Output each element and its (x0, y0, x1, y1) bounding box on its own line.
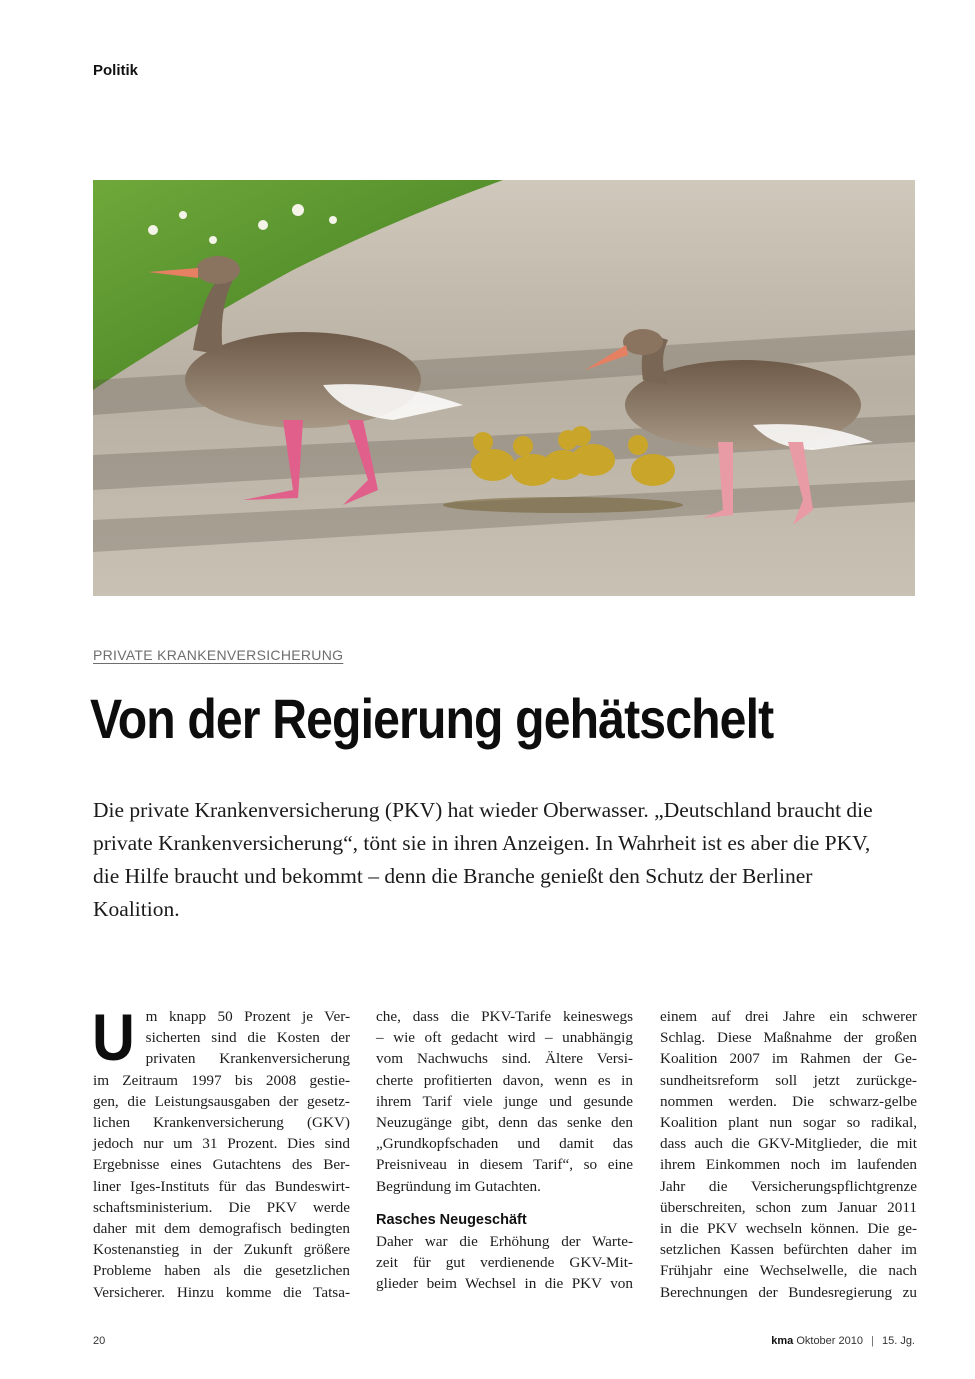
volume-number: 15. Jg. (881, 1335, 915, 1347)
body-line: lichen Krankenversicherung (GKV) (93, 1114, 350, 1132)
body-line: zeit für gut verdienende GKV-Mit- (376, 1254, 633, 1272)
body-line: nommen werden. Die schwarz-gelbe (660, 1092, 917, 1110)
body-line: Ergebnisse eines Gutachtens des Ber- (93, 1156, 350, 1174)
body-line: Daher war die Erhöhung der Warte- (376, 1232, 633, 1250)
body-line: Koalition 2007 im Rahmen der Ge- (660, 1050, 917, 1068)
body-line: Probleme haben als die gesetzlichen (93, 1262, 350, 1280)
body-line: setzlichen Kassen befürchten daher im (660, 1241, 917, 1259)
body-line: vom Nachwuchs sind. Ältere Versi- (376, 1050, 633, 1068)
body-line: Versicherer. Hinzu komme die Tatsa- (93, 1283, 350, 1301)
body-line: Koalition plant nun sogar so radikal, (660, 1114, 917, 1132)
body-line: Frühjahr eine Wechselwelle, die nach (660, 1262, 917, 1280)
article-body (92, 1000, 917, 1311)
body-line: – wie oft gedacht wird – unabhängig (376, 1029, 633, 1047)
body-line: che, dass die PKV-Tarife keineswegs (376, 1008, 633, 1025)
magazine-brand: kma (771, 1335, 794, 1347)
body-line: Schlag. Diese Maßnahme der großen (660, 1029, 917, 1047)
body-line: sundheitsreform soll jetzt zurückge- (660, 1071, 917, 1089)
section-label: Politik (93, 62, 139, 79)
body-line: ihrem Einkommen noch im laufenden (660, 1156, 917, 1174)
page-number: 20 (93, 1335, 106, 1347)
body-line: Neuzugänge gibt, denn das senke den (376, 1114, 633, 1132)
body-line: sicherten sind die Kosten der (145, 1029, 350, 1047)
article-photo-geese (93, 180, 915, 596)
body-line: privaten Krankenversicherung (145, 1050, 350, 1068)
body-line: schaftsministerium. Die PKV werde (93, 1198, 350, 1216)
body-line: Preisniveau in diesem Tarif“, so eine (376, 1156, 633, 1174)
body-line: cherte profitierten davon, wenn es in (376, 1071, 633, 1089)
body-line: Jahr die Versicherungspflichtgrenze (660, 1177, 917, 1195)
issue-info (771, 1335, 915, 1347)
body-column-2 (376, 1006, 633, 1294)
footer-separator: | (871, 1335, 874, 1347)
body-line: m knapp 50 Prozent je Ver- (145, 1008, 350, 1025)
body-line: dass auch die GKV-Mitglieder, die mit (660, 1135, 917, 1153)
body-line: Berechnungen der Bundesregierung zu (660, 1283, 917, 1301)
body-line: gen, die Leistungsausgaben der gesetz- (93, 1092, 350, 1110)
body-line: ihrem Tarif viele junge und gesunde (376, 1092, 633, 1110)
body-line: jedoch nur um 31 Prozent. Dies sind (93, 1135, 350, 1153)
body-subhead: Rasches Neugeschäft (376, 1211, 527, 1228)
body-column-1 (92, 1000, 350, 1303)
article-lead: Die private Krankenversicherung (PKV) hat wieder Oberwasser. „Deutschland braucht die private Krankenversicherung“, tönt sie in ihren Anzeigen. In Wahrheit ist es aber die PKV, die Hilfe braucht und bekommt – denn die Branche genießt den Schutz der Berliner Koalition. (93, 798, 873, 921)
body-column-3 (660, 1006, 917, 1303)
body-line: glieder beim Wechsel in die PKV von (376, 1275, 633, 1293)
body-line: daher mit dem demografisch bedingten (93, 1220, 350, 1238)
body-line: überschreiten, schon zum Januar 2011 (660, 1198, 917, 1216)
body-line: in die PKV wechseln können. Die ge- (660, 1220, 917, 1238)
body-line: im Zeitraum 1997 bis 2008 gestie- (93, 1071, 350, 1089)
issue-date: Oktober 2010 (796, 1335, 863, 1347)
drop-cap: U (92, 1000, 135, 1074)
article-headline: Von der Regierung gehätschelt (90, 687, 774, 750)
body-line: Begründung im Gutachten. (376, 1177, 541, 1195)
body-line: „Grundkopfschaden und damit das (376, 1135, 633, 1153)
body-line: einem auf drei Jahre ein schwerer (660, 1008, 917, 1025)
body-line: Kostenanstieg in der Zukunft größere (93, 1241, 350, 1259)
article-kicker: PRIVATE KRANKENVERSICHERUNG (93, 647, 344, 663)
body-line: liner Iges-Instituts für das Bundeswirt- (93, 1177, 350, 1195)
